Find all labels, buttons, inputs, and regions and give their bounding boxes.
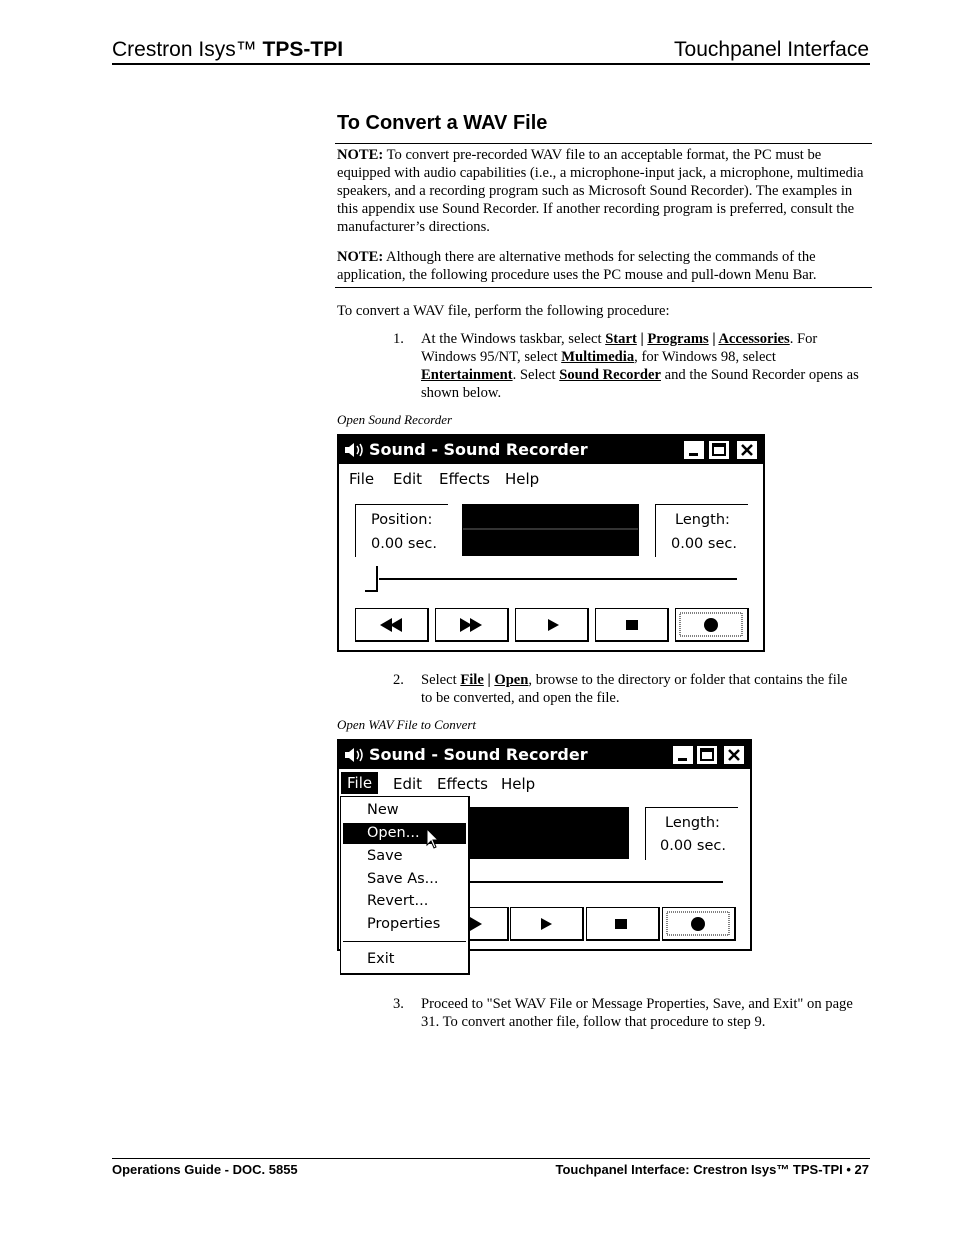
menu-item-exit[interactable]: Exit xyxy=(367,951,395,967)
menu-item-revert[interactable]: Revert... xyxy=(367,893,429,909)
menu-file[interactable]: File xyxy=(349,470,375,488)
maximize-icon xyxy=(709,441,729,459)
step-2-number: 2. xyxy=(393,672,404,688)
file-menu-dropdown xyxy=(340,796,470,975)
header-rule xyxy=(112,63,870,65)
seek-end-button[interactable] xyxy=(435,608,509,642)
section-title: To Convert a WAV File xyxy=(337,112,548,134)
stop-icon xyxy=(587,908,659,940)
menu-bar xyxy=(339,466,763,490)
record-icon xyxy=(676,609,748,641)
record-button[interactable] xyxy=(675,608,749,642)
menu-effects[interactable]: Effects xyxy=(439,470,490,488)
menu-effects[interactable]: Effects xyxy=(437,775,488,793)
close-button[interactable] xyxy=(736,440,758,460)
title-bar xyxy=(339,741,750,769)
position-label: Position: xyxy=(371,512,433,528)
intro-paragraph: To convert a WAV file, perform the following procedure: xyxy=(337,303,670,319)
menu-file[interactable]: File xyxy=(341,772,378,794)
length-label: Length: xyxy=(665,815,720,831)
seek-slider-track[interactable] xyxy=(379,578,737,580)
menu-item-new[interactable]: New xyxy=(367,802,399,818)
title-bar xyxy=(339,436,763,464)
menu-separator xyxy=(343,941,466,942)
maximize-button[interactable] xyxy=(696,745,718,765)
play-icon xyxy=(516,609,588,641)
step-1-text: At the Windows taskbar, select Start | Programs | Accessories. For Windows 95/NT, select Multimedia, for Windows 98, select Entertainment. Select Sound Recorder and the Sound Recorder opens as shown below. xyxy=(421,331,859,401)
menu-edit[interactable]: Edit xyxy=(393,775,423,793)
play-icon xyxy=(511,908,583,940)
menu-edit[interactable]: Edit xyxy=(393,470,423,488)
fast-forward-icon xyxy=(436,609,508,641)
play-button[interactable] xyxy=(515,608,589,642)
maximize-icon xyxy=(697,746,717,764)
footer-right: Touchpanel Interface: Crestron Isys™ TPS-TPI • 27 xyxy=(555,1162,869,1177)
rewind-icon xyxy=(356,609,428,641)
step-3-text: Proceed to "Set WAV File or Message Properties, Save, and Exit" on page 31. To convert another file, follow that procedure to step 9. xyxy=(421,996,853,1030)
step-3-number: 3. xyxy=(393,996,404,1012)
figure-caption-1: Open Sound Recorder xyxy=(337,412,453,427)
length-value: 0.00 sec. xyxy=(671,536,737,552)
close-button[interactable] xyxy=(723,745,745,765)
minimize-button[interactable] xyxy=(683,440,705,460)
note-1: NOTE: To convert pre-recorded WAV file to an acceptable format, the PC must be equipped with audio capabilities (i.e., a microphone-input jack, a microphone, multimedia speakers, and a recording program such as Microsoft Sound Recorder). The examples in this appendix use Sound Recorder. If another recording program is preferred, consult the manufacturer’s directions. xyxy=(337,147,864,235)
footer-left: Operations Guide - DOC. 5855 xyxy=(112,1162,298,1177)
stop-button[interactable] xyxy=(586,907,660,941)
running-header-right: Touchpanel Interface xyxy=(674,38,869,61)
seek-slider-track[interactable] xyxy=(467,881,723,883)
menu-bar xyxy=(339,771,750,795)
position-value: 0.00 sec. xyxy=(371,536,437,552)
maximize-button[interactable] xyxy=(708,440,730,460)
menu-help[interactable]: Help xyxy=(505,470,540,488)
window-title: Sound - Sound Recorder xyxy=(369,440,588,459)
minimize-icon xyxy=(673,746,693,764)
length-value: 0.00 sec. xyxy=(660,838,726,854)
sound-recorder-window xyxy=(337,434,765,652)
window-title: Sound - Sound Recorder xyxy=(369,745,588,764)
menu-item-save[interactable]: Save xyxy=(367,848,403,864)
record-button[interactable] xyxy=(662,907,736,941)
waveform-display xyxy=(467,807,629,859)
seek-slider-thumb-foot xyxy=(365,590,377,592)
menu-help[interactable]: Help xyxy=(501,775,536,793)
footer-rule xyxy=(112,1158,870,1159)
minimize-button[interactable] xyxy=(672,745,694,765)
note-2: NOTE: Although there are alternative methods for selecting the commands of the application, the following procedure uses the PC mouse and pull-down Menu Bar. xyxy=(337,249,817,283)
menu-item-save-as[interactable]: Save As... xyxy=(367,871,439,887)
speaker-icon xyxy=(344,441,364,459)
seek-start-button[interactable] xyxy=(355,608,429,642)
stop-icon xyxy=(596,609,668,641)
close-icon xyxy=(737,441,757,459)
figure-caption-2: Open WAV File to Convert xyxy=(337,717,477,732)
waveform-baseline xyxy=(463,528,638,530)
length-label: Length: xyxy=(675,512,730,528)
speaker-icon xyxy=(344,746,364,764)
seek-slider-thumb[interactable] xyxy=(376,566,378,592)
step-1-number: 1. xyxy=(393,331,404,347)
play-button[interactable] xyxy=(510,907,584,941)
record-icon xyxy=(663,908,735,940)
minimize-icon xyxy=(684,441,704,459)
close-icon xyxy=(724,746,744,764)
waveform-display xyxy=(462,504,639,556)
product-code: TPS-TPI xyxy=(262,38,344,61)
step-2-text: Select File | Open, browse to the directory or folder that contains the file to be converted, and open the file. xyxy=(421,672,848,706)
menu-item-open[interactable]: Open... xyxy=(343,823,466,844)
mouse-cursor-icon xyxy=(426,828,440,850)
running-header-left: Crestron Isys™ TPS-TPI xyxy=(112,38,344,61)
menu-item-properties[interactable]: Properties xyxy=(367,916,441,932)
stop-button[interactable] xyxy=(595,608,669,642)
